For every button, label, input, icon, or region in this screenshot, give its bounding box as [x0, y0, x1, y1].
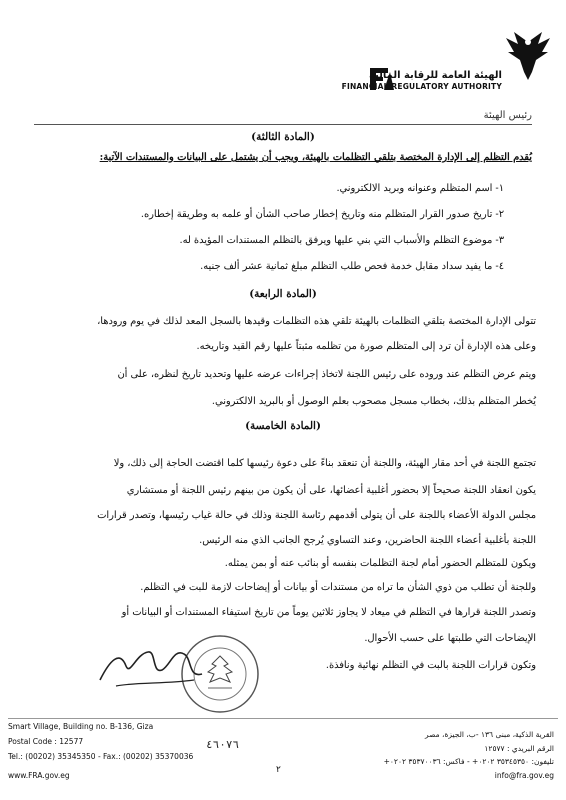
article-3-title: (المادة الثالثة) — [251, 131, 315, 143]
article-3-item-3: ٣- موضوع التظلم والأسباب التي بني عليها ويرفق بالتظلم المستندات المؤيدة له. — [179, 235, 504, 246]
footer-email: info@fra.gov.eg — [494, 771, 554, 780]
article-4-line: تتولى الإدارة المختصة بتلقي التظلمات بالهيئة تلقي هذه التظلمات وقيدها بالسجل المعد لذلك في يوم ورودها، — [97, 316, 536, 327]
org-name-english: FINANCIAL REGULATORY AUTHORITY — [341, 82, 502, 91]
footer-tel-en: Tel.: (00202) 35345350 - Fax.: (00202) 35370036 — [8, 752, 194, 761]
article-3-item-4: ٤- ما يفيد سداد مقابل خدمة فحص طلب التظلم مبلغ ثمانية عشر ألف جنيه. — [200, 261, 504, 272]
article-5-line: يكون انعقاد اللجنة صحيحاً إلا بحضور أغلبية أعضائها، على أن يكون من بينهم رئيس اللجنة أو مستشاري — [126, 485, 536, 496]
signature-icon — [96, 640, 206, 692]
eagle-logo-icon — [504, 28, 552, 84]
office-label: رئيس الهيئة — [483, 110, 532, 121]
article-5-line: الإيضاحات التي طلبتها على حسب الأحوال. — [364, 633, 536, 644]
footer-address-ar: القرية الذكية، مبنى ١٣٦ -ب، الجيزة، مصر — [425, 730, 554, 739]
header-divider — [34, 124, 532, 125]
footer-divider — [8, 718, 558, 719]
article-5-line: وتكون قرارات اللجنة بالبت في التظلم نهائية ونافذة. — [325, 660, 536, 671]
article-4-line: وعلى هذه الإدارة أن ترد إلى المتظلم صورة من تظلمه مثبتاً عليها رقم القيد وتاريخه. — [196, 341, 536, 352]
article-5-line: ويكون للمتظلم الحضور أمام لجنة التظلمات بنفسه أو بنائب عنه أو بمن يمثله. — [224, 558, 536, 569]
article-4-line: يُخطر المتظلم بذلك، بخطاب مسجل مصحوب بعلم الوصول أو بالبريد الالكتروني. — [211, 396, 536, 407]
article-5-line: مجلس الدولة الأعضاء باللجنة على أن يتولى أقدمهم رئاسة اللجنة وذلك في حالة غياب رئيسها، وتصدر قرارات — [97, 510, 536, 521]
article-4-title: (المادة الرابعة) — [249, 288, 317, 300]
footer-address-en: Smart Village, Building no. B-136, Giza — [8, 722, 154, 731]
footer-tel-ar: تليفون: ٣٥٣٤٥٣٥٠ ٠٢٠٢+ - فاكس: ٣٥٣٧٠٠٣٦ ٠٢٠٢+ — [383, 757, 554, 766]
article-5-line: وللجنة أن تطلب من ذوي الشأن ما تراه من مستندات أو بيانات أو إيضاحات لازمة للبت في التظلم. — [140, 582, 536, 593]
footer-postal-ar: الرقم البريدي : ١٢٥٧٧ — [484, 744, 554, 753]
page-number: ٢ — [276, 765, 281, 775]
article-3-intro: يُقدم التظلم إلى الإدارة المختصة بتلقي التظلمات بالهيئة، ويجب أن يشتمل على البيانات والمستندات الآتية: — [99, 152, 532, 163]
article-5-line: تجتمع اللجنة في أحد مقار الهيئة، واللجنة أن تنعقد بناءً على دعوة رئيسها كلما اقتضت الحاجة إلى ذلك، ولا — [113, 458, 536, 469]
article-5-line: اللجنة بأغلبية أعضاء اللجنة الحاضرين، وعند التساوي يُرجح الجانب الذي منه الرئيس. — [199, 535, 536, 546]
footer-website: www.FRA.gov.eg — [8, 771, 70, 780]
article-4-line: ويتم عرض التظلم عند وروده على رئيس اللجنة لاتخاذ إجراءات عرضه عليها وتحديد تاريخ لنظره، على أن — [117, 369, 536, 380]
article-5-title: (المادة الخامسة) — [245, 420, 321, 432]
footer-postal-en: Postal Code : 12577 — [8, 737, 84, 746]
article-3-item-1: ١- اسم المتظلم وعنوانه وبريد الالكتروني. — [336, 183, 504, 194]
handwritten-number: ٤٦٠٧٦ — [206, 738, 240, 751]
article-5-line: وتصدر اللجنة قرارها في التظلم في ميعاد لا يجاوز ثلاثين يوماً من تاريخ استيفاء المستندات أو البيانات أو — [121, 607, 536, 618]
article-3-item-2: ٢- تاريخ صدور القرار المتظلم منه وتاريخ إخطار صاحب الشأن أو علمه به وطريقة إخطاره. — [140, 209, 504, 220]
org-name-arabic: الهيئة العامة للرقابة المالية — [368, 70, 502, 81]
